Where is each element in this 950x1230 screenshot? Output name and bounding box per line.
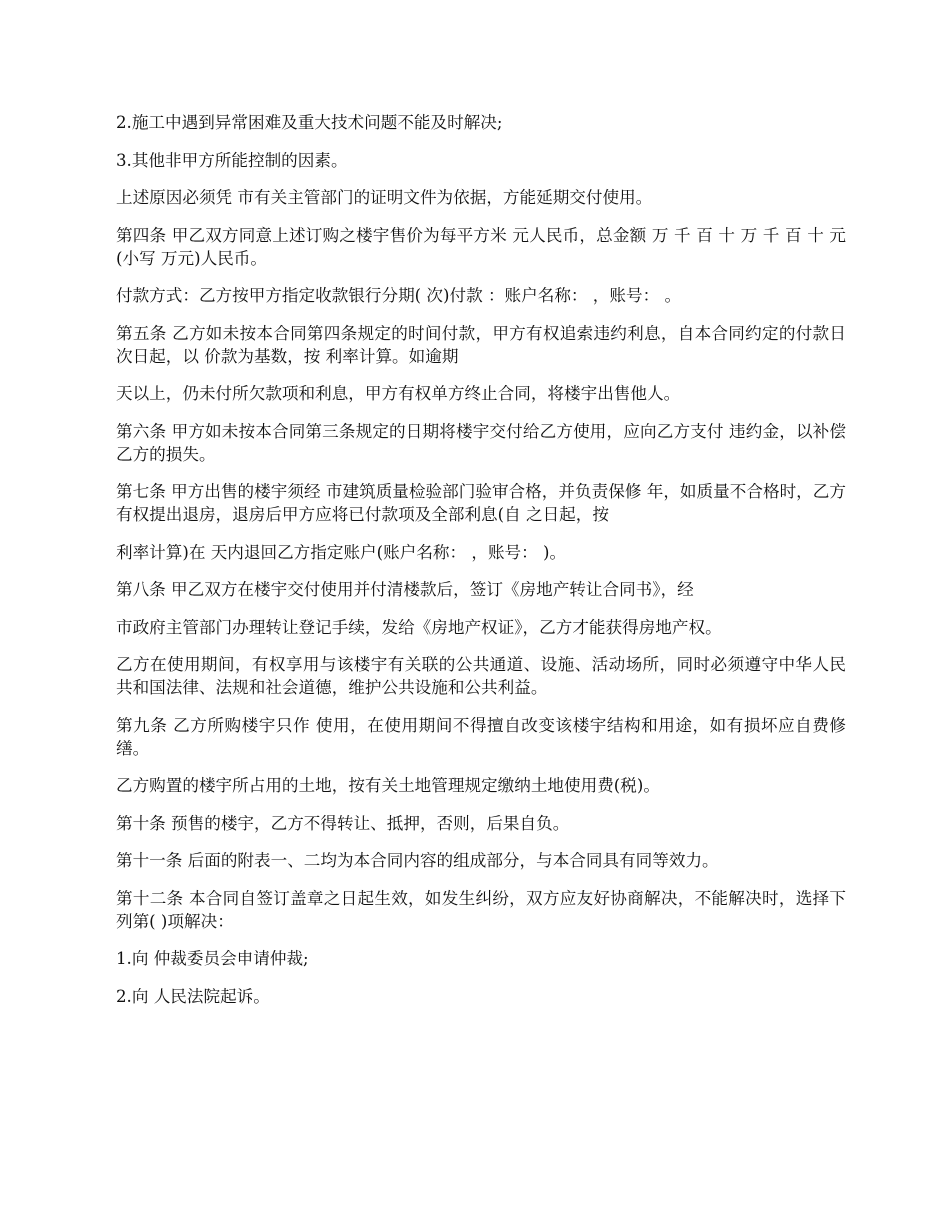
paragraph-article-5: 第五条 乙方如未按本合同第四条规定的时间付款，甲方有权追索违约利息，自本合同约定的付款日次日起，以 价款为基数，按 利率计算。如逾期	[116, 323, 846, 366]
paragraph-article-8-cont: 市政府主管部门办理转让登记手续，发给《房地产权证》，乙方才能获得房地产权。	[116, 617, 722, 637]
paragraph-article-7: 第七条 甲方出售的楼宇须经 市建筑质量检验部门验审合格，并负责保修 年，如质量不合格时，乙方有权提出退房，退房后甲方应将已付款项及全部利息(自 之日起，按	[116, 482, 846, 524]
paragraph-article-5-cont: 天以上，仍未付所欠款项和利息，甲方有权单方终止合同，将楼宇出售他人。	[116, 384, 681, 403]
paragraph-article-10: 第十条 预售的楼宇，乙方不得转让、抵押，否则，后果自负。	[116, 813, 570, 833]
paragraph-item-2: 2.施工中遇到异常困难及重大技术问题不能及时解决;	[116, 113, 503, 132]
paragraph-article-4: 第四条 甲乙双方同意上述订购之楼宇售价为每平方米 元人民币，总金额 万 千 百 十 万 千 百 十 元(小写 万元)人民币。	[116, 225, 846, 268]
paragraph-usage-rights: 乙方在使用期间，有权享用与该楼宇有关联的公共通道、设施、活动场所，同时必须遵守中华人民共和国法律、法规和社会道德，维护公共设施和公共利益。	[116, 655, 846, 697]
document-page	[116, 111, 846, 1022]
paragraph-article-8: 第八条 甲乙双方在楼宇交付使用并付清楼款后，签订《房地产转让合同书》，经	[116, 580, 694, 599]
paragraph-option-1: 1.向 仲裁委员会申请仲裁;	[116, 949, 309, 968]
paragraph-land-fee: 乙方购置的楼宇所占用的土地，按有关土地管理规定缴纳土地使用费(税)。	[116, 776, 660, 795]
paragraph-article-11: 第十一条 后面的附表一、二均为本合同内容的组成部分，与本合同具有同等效力。	[116, 851, 719, 870]
paragraph-item-3: 3.其他非甲方所能控制的因素。	[116, 150, 348, 170]
paragraph-article-9: 第九条 乙方所购楼宇只作 使用，在使用期间不得擅自改变该楼宇结构和用途，如有损坏应自费修缮。	[116, 715, 846, 758]
paragraph-payment-method: 付款方式：乙方按甲方指定收款银行分期( 次)付款 ：账户名称： ，账号： 。	[116, 286, 682, 305]
paragraph-delay-proof: 上述原因必须凭 市有关主管部门的证明文件为依据，方能延期交付使用。	[116, 188, 653, 207]
paragraph-option-2: 2.向 人民法院起诉。	[116, 986, 270, 1006]
paragraph-article-6: 第六条 甲方如未按本合同第三条规定的日期将楼宇交付给乙方使用，应向乙方支付 违约金，以补偿乙方的损失。	[116, 421, 846, 464]
paragraph-article-12: 第十二条 本合同自签订盖章之日起生效，如发生纠纷，双方应友好协商解决，不能解决时，选择下列第( )项解决：	[116, 888, 846, 931]
paragraph-article-7-cont: 利率计算)在 天内退回乙方指定账户(账户名称： ，账号： )。	[116, 542, 567, 562]
